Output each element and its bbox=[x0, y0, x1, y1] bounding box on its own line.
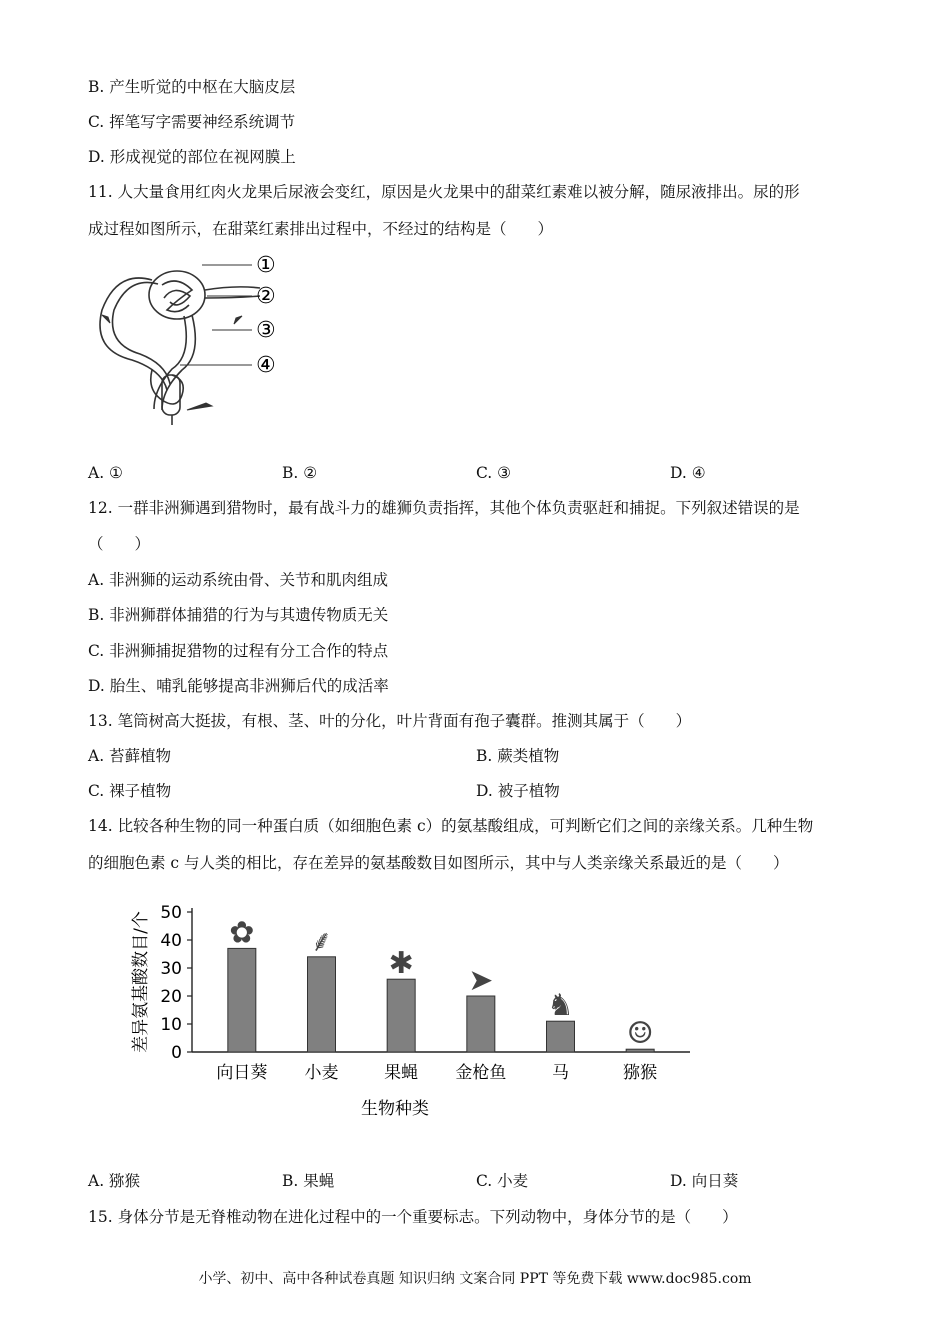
q12-option-b: B. 非洲狮群体捕猎的行为与其遗传物质无关 bbox=[88, 606, 389, 624]
q14-stem-line1: 14. 比较各种生物的同一种蛋白质（如细胞色素 c）的氨基酸组成，可判断它们之间的亲缘关系。几种生物 bbox=[88, 817, 814, 835]
q14-stem-line2: 的细胞色素 c 与人类的相比，存在差异的氨基酸数目如图所示，其中与人类亲缘关系最近的是（ ） bbox=[88, 854, 789, 872]
bar-1 bbox=[308, 957, 336, 1052]
q11-stem-line2: 成过程如图所示，在甜菜红素排出过程中，不经过的结构是（ ） bbox=[88, 220, 554, 238]
label-2: ② bbox=[256, 284, 276, 309]
organism-icon: ➤ bbox=[468, 963, 494, 998]
label-3: ③ bbox=[256, 318, 276, 343]
q10-option-b: B. 产生听觉的中枢在大脑皮层 bbox=[88, 78, 296, 96]
organism-icon: ✱ bbox=[388, 946, 414, 982]
y-tick-label: 0 bbox=[171, 1043, 182, 1063]
label-1: ① bbox=[256, 253, 276, 278]
x-axis-label: 生物种类 bbox=[361, 1099, 429, 1119]
q12-option-a: A. 非洲狮的运动系统由骨、关节和肌肉组成 bbox=[88, 571, 389, 589]
organism-icon: ☺ bbox=[626, 1016, 654, 1052]
q10-option-c: C. 挥笔写字需要神经系统调节 bbox=[88, 113, 296, 131]
q11-option-c: C. ③ bbox=[476, 464, 512, 482]
bar-4 bbox=[547, 1021, 575, 1052]
q13-option-b: B. 蕨类植物 bbox=[476, 747, 560, 765]
q13-option-d: D. 被子植物 bbox=[476, 782, 560, 800]
q13-option-a: A. 苔藓植物 bbox=[88, 747, 172, 765]
amino-acid-difference-chart bbox=[120, 890, 700, 1120]
bar-2 bbox=[387, 979, 415, 1052]
y-tick-label: 10 bbox=[160, 1015, 182, 1035]
q13-option-c: C. 裸子植物 bbox=[88, 782, 172, 800]
organism-icon: ⸙ bbox=[310, 923, 333, 959]
q12-option-c: C. 非洲狮捕捉猎物的过程有分工合作的特点 bbox=[88, 642, 389, 660]
organism-icon: ✿ bbox=[229, 915, 255, 951]
bar-3 bbox=[467, 996, 495, 1052]
q11-stem-line1: 11. 人大量食用红肉火龙果后尿液会变红，原因是火龙果中的甜菜红素难以被分解，随尿液排出。尿的形 bbox=[88, 183, 800, 201]
bar-0 bbox=[228, 948, 256, 1052]
q12-stem-line1: 12. 一群非洲狮遇到猎物时，最有战斗力的雄狮负责指挥，其他个体负责驱赶和捕捉。下列叙述错误的是 bbox=[88, 499, 800, 517]
q15-stem: 15. 身体分节是无脊椎动物在进化过程中的一个重要标志。下列动物中，身体分节的是（ ） bbox=[88, 1208, 738, 1226]
q12-option-d: D. 胎生、哺乳能够提高非洲狮后代的成活率 bbox=[88, 677, 389, 695]
chart-bars bbox=[228, 948, 654, 1052]
nephron-diagram bbox=[92, 250, 292, 435]
x-tick-label: 小麦 bbox=[304, 1063, 339, 1083]
q11-option-b: B. ② bbox=[282, 464, 318, 482]
organism-icon: ♞ bbox=[547, 988, 574, 1024]
x-tick-label: 金枪鱼 bbox=[455, 1063, 507, 1083]
q10-option-d: D. 形成视觉的部位在视网膜上 bbox=[88, 148, 296, 166]
q11-option-d: D. ④ bbox=[670, 464, 706, 482]
y-tick-label: 30 bbox=[160, 959, 182, 979]
q12-stem-line2: （ ） bbox=[88, 535, 151, 553]
y-axis-label: 差异氨基酸数目/个 bbox=[131, 911, 151, 1053]
y-tick-label: 40 bbox=[160, 931, 182, 951]
x-tick-label: 果蝇 bbox=[384, 1063, 419, 1083]
q11-option-a: A. ① bbox=[88, 464, 123, 482]
chart-icons bbox=[229, 915, 653, 1051]
q14-option-c: C. 小麦 bbox=[476, 1172, 529, 1190]
q13-stem: 13. 笔筒树高大挺拔，有根、茎、叶的分化，叶片背面有孢子囊群。推测其属于（ ） bbox=[88, 712, 692, 730]
x-tick-label: 马 bbox=[552, 1063, 569, 1083]
page-footer: 小学、初中、高中各种试卷真题 知识归纳 文案合同 PPT 等免费下载 www.doc985.com bbox=[198, 1271, 752, 1287]
q14-option-b: B. 果蝇 bbox=[282, 1172, 335, 1190]
q14-option-a: A. 猕猴 bbox=[88, 1172, 141, 1190]
x-tick-label: 猕猴 bbox=[623, 1063, 658, 1083]
y-tick-label: 50 bbox=[160, 903, 182, 923]
label-4: ④ bbox=[256, 353, 276, 378]
q14-option-d: D. 向日葵 bbox=[670, 1172, 739, 1190]
x-tick-label: 向日葵 bbox=[216, 1063, 268, 1083]
y-tick-label: 20 bbox=[160, 987, 182, 1007]
